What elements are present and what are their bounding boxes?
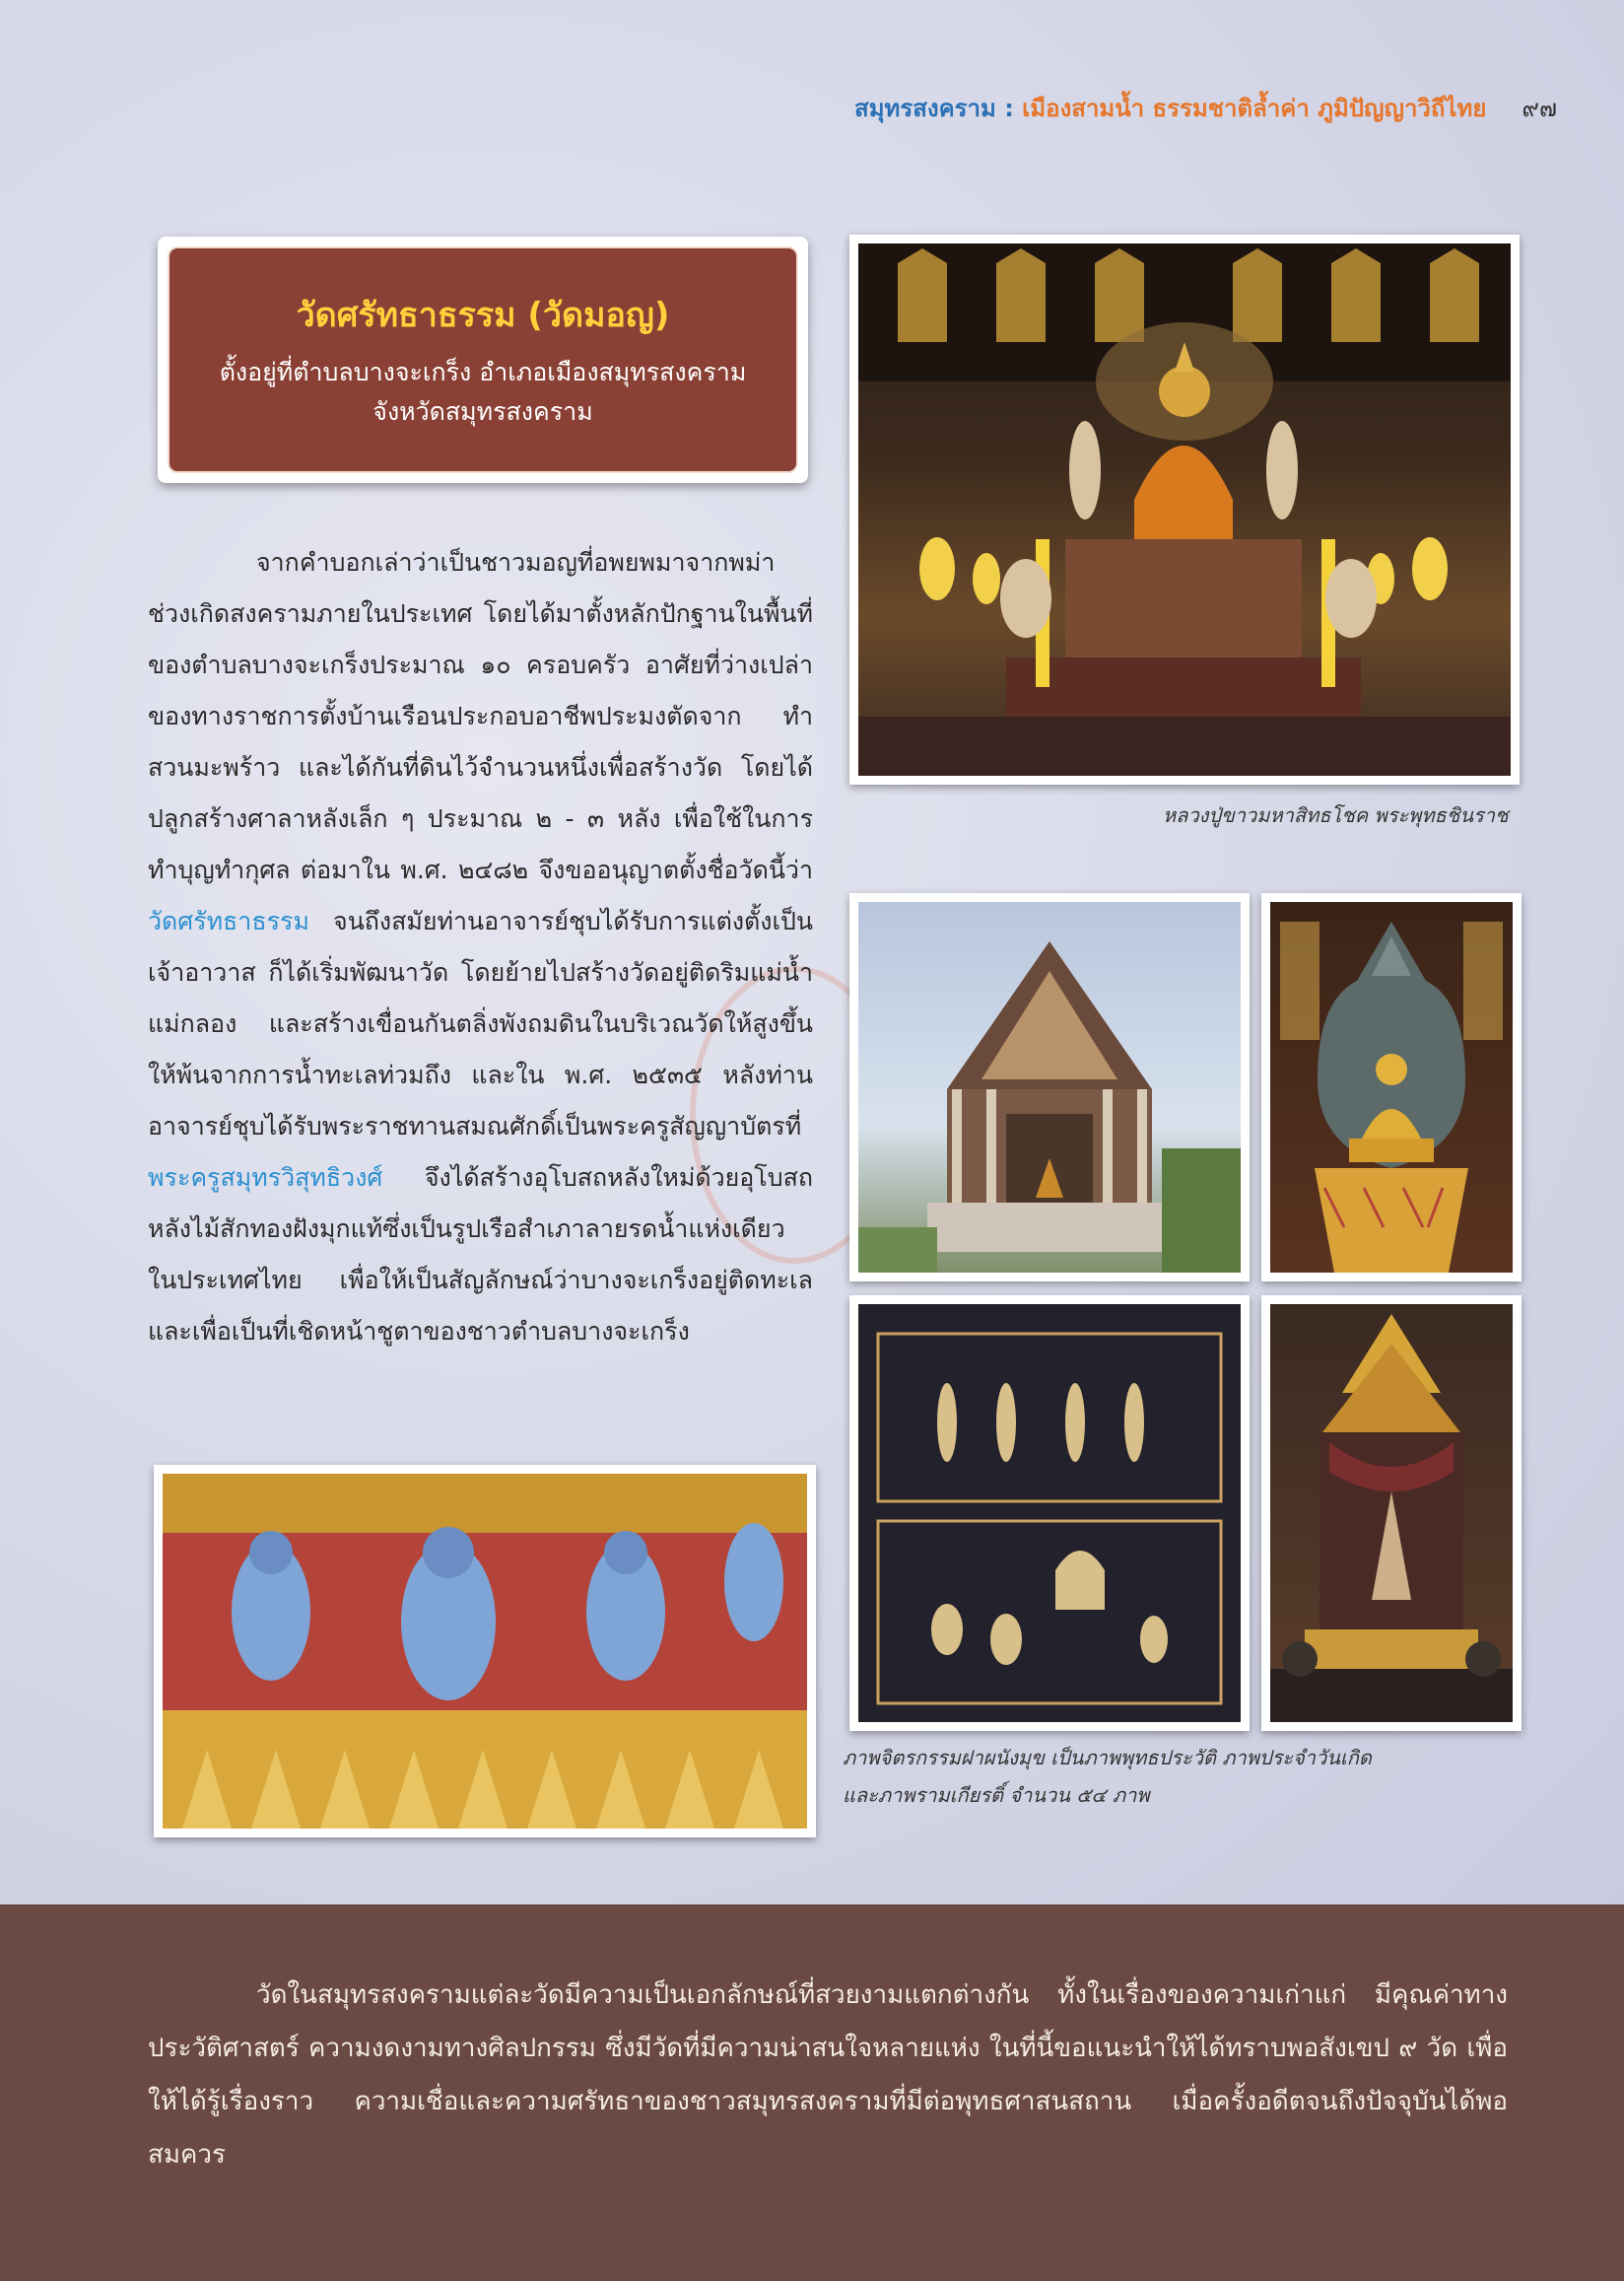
footer-text	[148, 1969, 1508, 2181]
footer-paragraph: วัดในสมุทรสงครามแต่ละวัดมีความเป็นเอกลักษณ์ที่สวยงามแตกต่างกัน ทั้งในเรื่องของความเก่าแก่ มีคุณค่าทางประวัติศาสตร์ ความงดงามทางศิลปกรรม ซึ่งมีวัดที่มีความน่าสนใจหลายแห่ง ในที่นี้ขอแนะนำให้ได้ทราบพอสังเขป ๙ วัด เพื่อให้ได้รู้เรื่องราว ความเชื่อและความศรัทธาของชาวสมุทรสงครามที่มีต่อพุทธศาสนสถาน เมื่อครั้งอดีตจนถึงปัจจุบันได้พอสมควร	[148, 1980, 1508, 2170]
page-number: ๙๗	[1522, 95, 1557, 122]
photo-shrine	[1261, 1295, 1522, 1731]
shrine-illustration	[1270, 1304, 1513, 1722]
location-line-2: จังหวัดสมุทรสงคราม	[372, 397, 593, 426]
photo-buddha-altar	[849, 235, 1520, 785]
caption-buddha: หลวงปู่ขาวมหาสิทธโชค พระพุทธชินราช	[1163, 803, 1509, 827]
body-part-2: จนถึงสมัยท่านอาจารย์ชุบได้รับการแต่งตั้งเป็นเจ้าอาวาส ก็ได้เริ่มพัฒนาวัด โดยย้ายไปสร้างวัดอยู่ติดริมแม่น้ำแม่กลอง และสร้างเขื่อนกันตลิ่งพังถมดินในบริเวณวัดให้สูงขึ้นให้พ้นจากการน้ำทะเลท่วมถึง และใน พ.ศ. ๒๕๓๕ หลังท่านอาจารย์ชุบได้รับพระราชทานสมณศักดิ์เป็นพระครูสัญญาบัตรที่	[148, 907, 813, 1140]
running-header	[690, 89, 1557, 127]
footer-band	[0, 1904, 1624, 2281]
caption-murals	[843, 1739, 1372, 1814]
caption-murals-line-2: และภาพรามเกียรติ์ จำนวน ๕๔ ภาพ	[843, 1783, 1150, 1807]
ordination-hall-illustration	[858, 902, 1241, 1273]
garuda-base-illustration	[163, 1474, 807, 1829]
temple-location	[169, 353, 796, 432]
caption-murals-line-1: ภาพจิตรกรรมฝาผนังมุข เป็นภาพพุทธประวัติ ภาพประจำวันเกิด	[843, 1746, 1372, 1769]
monk-title-highlight: พระครูสมุทรวิสุทธิวงศ์	[148, 1163, 383, 1192]
photo-naga-buddha	[1261, 893, 1522, 1281]
body-text	[148, 537, 813, 1357]
temple-name-highlight: วัดศรัทธาธรรม	[148, 907, 309, 935]
temple-title: วัดศรัทธาธรรม (วัดมอญ)	[296, 296, 670, 335]
header-book-title: สมุทรสงคราม :	[854, 95, 1014, 122]
body-part-1: จากคำบอกเล่าว่าเป็นชาวมอญที่อพยพมาจากพม่าช่วงเกิดสงครามภายในประเทศ โดยได้มาตั้งหลักปักฐานในพื้นที่ของตำบลบางจะเกร็งประมาณ ๑๐ ครอบครัว อาศัยที่ว่างเปล่าของทางราชการตั้งบ้านเรือนประกอบอาชีพประมงตัดจาก ทำสวนมะพร้าว และได้กันที่ดินไว้จำนวนหนึ่งเพื่อสร้างวัด โดยได้ปลูกสร้างศาลาหลังเล็ก ๆ ประมาณ ๒ - ๓ หลัง เพื่อใช้ในการทำบุญทำกุศล ต่อมาใน พ.ศ. ๒๔๘๒ จึงขออนุญาตตั้งชื่อวัดนี้ว่า	[148, 548, 813, 884]
naga-buddha-illustration	[1270, 902, 1513, 1273]
murals-illustration	[858, 1304, 1241, 1722]
location-line-1: ตั้งอยู่ที่ตำบลบางจะเกร็ง อำเภอเมืองสมุทรสงคราม	[219, 358, 747, 386]
photo-ordination-hall	[849, 893, 1250, 1281]
photo-murals	[849, 1295, 1250, 1731]
body-part-3: จึงได้สร้างอุโบสถหลังใหม่ด้วยอุโบสถหลังไม้สักทองฝังมุกแท้ซึ่งเป็นรูปเรือสำเภาลายรดน้ำแห่งเดียวในประเทศไทย เพื่อให้เป็นสัญลักษณ์ว่าบางจะเกร็งอยู่ติดทะเลและเพื่อเป็นที่เชิดหน้าชูตาของชาวตำบลบางจะเกร็ง	[148, 1163, 813, 1346]
title-box-inner	[168, 246, 798, 473]
buddha-altar-illustration	[858, 243, 1511, 776]
header-subtitle: เมืองสามน้ำ ธรรมชาติล้ำค่า ภูมิปัญญาวิถีไทย	[1013, 95, 1487, 122]
photo-garuda-base	[154, 1465, 816, 1837]
body-paragraph	[148, 537, 813, 1357]
title-box	[158, 237, 808, 483]
